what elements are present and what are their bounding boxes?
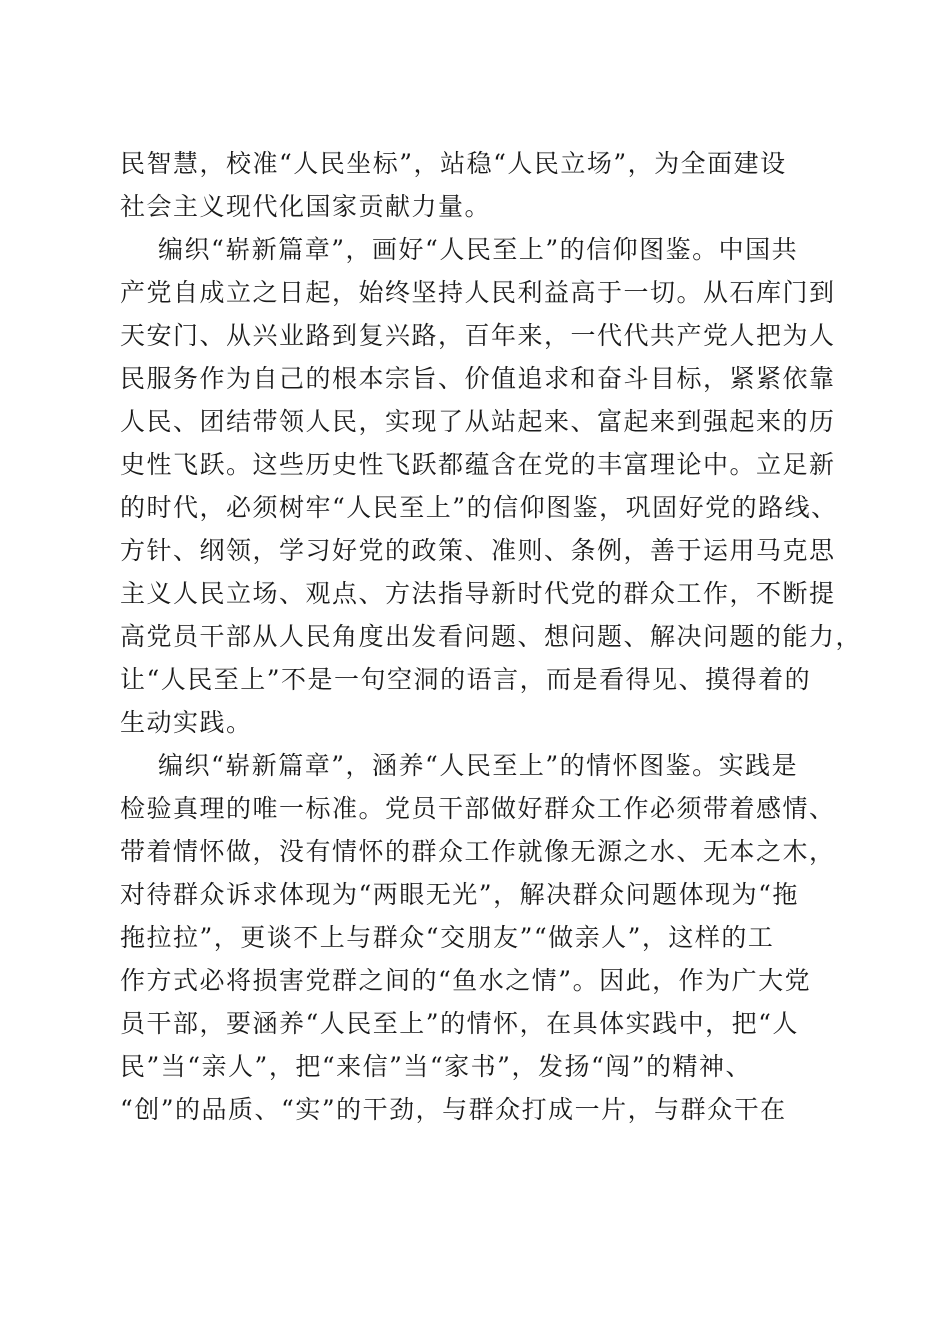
text-line: 方针、纲领，学习好党的政策、准则、条例，善于运用马克思	[120, 536, 836, 565]
text-line: 高党员干部从人民角度出发看问题、想问题、解决问题的能力，	[120, 622, 863, 651]
text-line: 检验真理的唯一标准。党员干部做好群众工作必须带着感情、	[120, 794, 836, 823]
text-line: 天安门、从兴业路到复兴路，百年来，一代代共产党人把为人	[120, 321, 836, 350]
text-line: 对待群众诉求体现为“两眼无光”，解决群众问题体现为“拖	[120, 880, 799, 909]
text-line: 员干部，要涵养“人民至上”的情怀，在具体实践中，把“人	[120, 1009, 799, 1038]
text-line: 民”当“亲人”，把“来信”当“家书”，发扬“闯”的精神、	[120, 1052, 753, 1081]
text-line: 主义人民立场、观点、方法指导新时代党的群众工作，不断提	[120, 579, 836, 608]
text-line: 民智慧，校准“人民坐标”，站稳“人民立场”，为全面建设	[120, 149, 787, 178]
text-line: 史性飞跃。这些历史性飞跃都蕴含在党的丰富理论中。立足新	[120, 450, 836, 479]
text-line: “创”的品质、“实”的干劲，与群众打成一片，与群众干在	[120, 1095, 787, 1124]
text-line: 生动实践。	[120, 708, 253, 737]
text-line: 人民、团结带领人民，实现了从站起来、富起来到强起来的历	[120, 407, 836, 436]
text-line: 社会主义现代化国家贡献力量。	[120, 192, 492, 221]
text-line: 民服务作为自己的根本宗旨、价值追求和奋斗目标，紧紧依靠	[120, 364, 836, 393]
paragraph-first-line: 编织“崭新篇章”，画好“人民至上”的信仰图鉴。中国共	[158, 235, 799, 264]
paragraph-first-line: 编织“崭新篇章”，涵养“人民至上”的情怀图鉴。实践是	[158, 751, 799, 780]
text-line: 产党自成立之日起，始终坚持人民利益高于一切。从石库门到	[120, 278, 836, 307]
text-line: 拖拉拉”，更谈不上与群众“交朋友”“做亲人”，这样的工	[120, 923, 775, 952]
text-line: 让“人民至上”不是一句空洞的语言，而是看得见、摸得着的	[120, 665, 812, 694]
text-line: 作方式必将损害党群之间的“鱼水之情”。因此，作为广大党	[120, 966, 812, 995]
text-line: 的时代，必须树牢“人民至上”的信仰图鉴，巩固好党的路线、	[120, 493, 838, 522]
text-line: 带着情怀做，没有情怀的群众工作就像无源之水、无本之木，	[120, 837, 836, 866]
